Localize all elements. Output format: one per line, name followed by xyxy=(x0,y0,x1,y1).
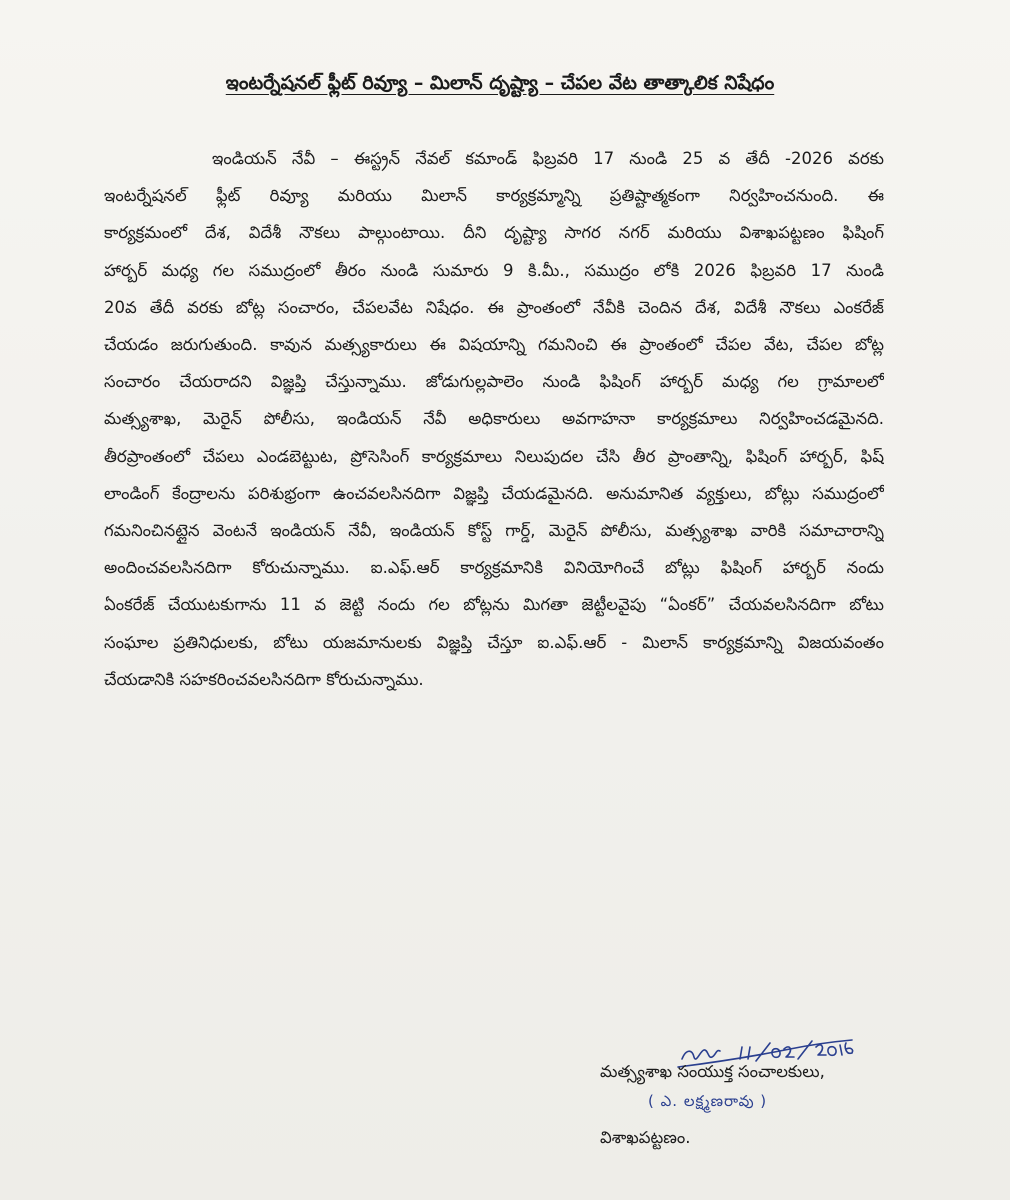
body-line: 20వ తేదీ వరకు బోట్ల సంచారం, చేపలవేట నిషేధం. ఈ ప్రాంతంలో నేవీకి చెందిన దేశ, విదేశీ నౌకలు ఎంకరేజ్ xyxy=(104,297,884,317)
body-line: ఇంటర్నేషనల్ ఫ్లీట్ రివ్యూ మరియు మిలాన్ కార్యక్రమ్మాన్ని ప్రతిష్టాత్మకంగా నిర్వహించనుంది. ఈ xyxy=(104,186,884,206)
body-line: కార్యక్రమంలో దేశ, విదేశీ నౌకలు పాల్గుంటాయి. దీని దృష్ట్యా సాగర నగర్ మరియు విశాఖపట్టణం ఫిషింగ్ xyxy=(104,223,884,243)
body-line: తీరప్రాంతంలో చేపలు ఎండబెట్టుట, ప్రోసెసింగ్ కార్యక్రమాలు నిలుపుదల చేసి తీర ప్రాంతాన్ని, ఫిషింగ్ హార్బర్, ఫిష్ xyxy=(104,446,884,466)
body-line: గమనించినట్లైన వెంటనే ఇండియన్ నేవీ, ఇండియన్ కోస్ట్ గార్డ్, మెరైన్ పోలీసు, మత్స్యశాఖ వారికి సమాచారాన్ని xyxy=(104,521,884,541)
body-line: సంఘాల ప్రతినిధులకు, బోటు యజమానులకు విజ్ఞప్తి చేస్తూ ఐ.ఎఫ్.ఆర్ - మిలాన్ కార్యక్రమాన్ని విజయవంతం xyxy=(104,632,884,652)
signatory-name: ( ఎ. లక్ష్మణరావు ) xyxy=(648,1092,768,1110)
body-line: లాండింగ్ కేంద్రాలను పరిశుభ్రంగా ఉంచవలసినదిగా విజ్ఞప్తి చేయడమైనది. అనుమానిత వ్యక్తులు, బోట్లు సముద్రంలో xyxy=(104,483,884,503)
signatory-place: విశాఖపట్టణం. xyxy=(600,1128,691,1147)
body-line: ఇండియన్ నేవీ – ఈస్ట్రన్ నేవల్ కమాండ్ ఫిబ్రవరి 17 నుండి 25 వ తేదీ -2026 వరకు xyxy=(212,149,884,168)
body-line: ఏంకరేజ్ చేయుటకుగాను 11 వ జెట్టి నందు గల బోట్లను మిగతా జెట్టీలవైపు “ఏంకర్” చేయవలసినదిగా బోటు xyxy=(104,595,884,615)
signatory-designation: మత్స్యశాఖ సంయుక్త సంచాలకులు, xyxy=(600,1062,825,1081)
document-body xyxy=(104,140,884,698)
body-line: హార్బర్ మధ్య గల సముద్రంలో తీరం నుండి సుమారు 9 కి.మీ., సముద్రం లోకి 2026 ఫిబ్రవరి 17 నుండి xyxy=(104,260,884,280)
body-line: చేయడానికి సహకరించవలసినదిగా కోరుచున్నాము. xyxy=(104,669,424,689)
body-line: మత్స్యశాఖ, మెరైన్ పోలీసు, ఇండియన్ నేవీ అధికారులు అవగాహనా కార్యక్రమాలు నిర్వహించడమైనది. xyxy=(104,409,884,429)
body-line: అందించవలసినదిగా కోరుచున్నాము. ఐ.ఎఫ్.ఆర్ కార్యక్రమానికి వినియోగించే బోట్లు ఫిషింగ్ హార్బర్ నందు xyxy=(104,558,884,578)
body-line: చేయడం జరుగుతుంది. కావున మత్స్యకారులు ఈ విషయాన్ని గమనించి ఈ ప్రాంతంలో చేపల వేట, చేపల బోట్ల xyxy=(104,335,884,355)
document-title: ఇంటర్నేషనల్ ఫ్లీట్ రివ్యూ – మిలాన్ దృష్ట్యా – చేపల వేట తాత్కాలిక నిషేధం xyxy=(225,72,775,94)
body-line: సంచారం చేయరాదని విజ్ఞప్తి చేస్తున్నాము. జోడుగుల్లపాలెం నుండి ఫిషింగ్ హార్బర్ మధ్య గల గ్రామాలలో xyxy=(104,372,884,392)
